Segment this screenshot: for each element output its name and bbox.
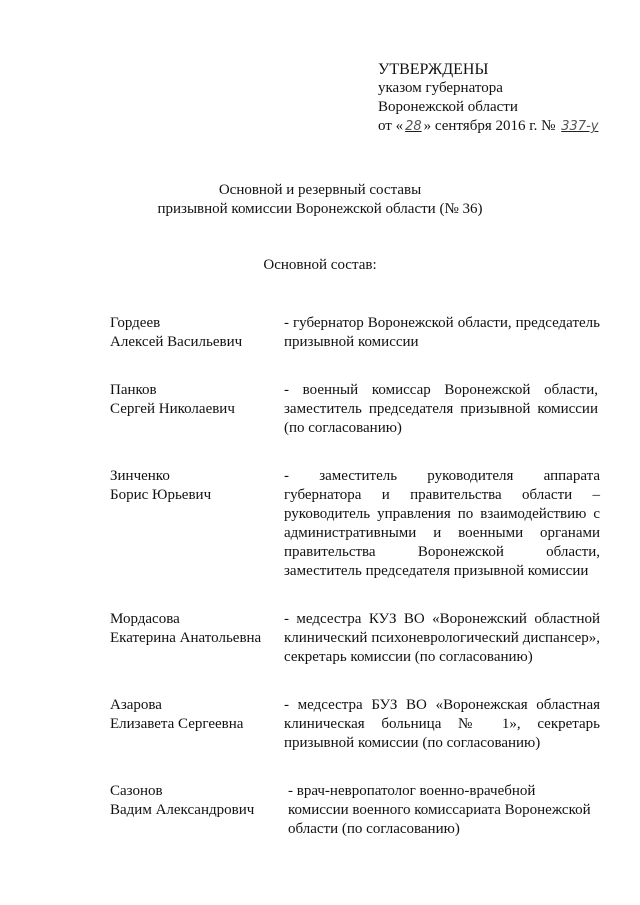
member-role: - военный комиссар Воронежской области, заместитель председателя призывной комиссии (по согласованию) — [284, 382, 598, 436]
member-given-name: Сергей Николаевич — [110, 401, 235, 417]
member-role: - врач-невропатолог военно-врачебной комиссии военного комиссариата Воронежской области (по согласованию) — [288, 783, 591, 837]
member-role: - медсестра БУЗ ВО «Воронежская областная клиническая больница № 1», секретарь призывной комиссии (по согласованию) — [284, 697, 600, 751]
member-surname: Сазонов — [110, 783, 163, 799]
member-surname: Мордасова — [110, 611, 180, 627]
approval-date — [378, 117, 628, 136]
member-surname: Панков — [110, 382, 157, 398]
member-row — [110, 696, 600, 753]
approval-region: Воронежской области — [378, 99, 518, 115]
member-row — [110, 782, 600, 839]
member-name — [110, 381, 284, 438]
date-prefix: от « — [378, 118, 404, 134]
member-name — [110, 782, 284, 839]
member-name — [110, 467, 284, 581]
member-row — [110, 314, 600, 352]
member-role: - медсестра КУЗ ВО «Воронежский областной клинический психоневрологический диспансер», секретарь комиссии (по согласованию) — [284, 611, 600, 665]
member-given-name: Екатерина Анатольевна — [110, 630, 262, 646]
approval-issuer: указом губернатора — [378, 80, 503, 96]
member-role: - губернатор Воронежской области, председатель призывной комиссии — [284, 315, 600, 350]
title-line-1: Основной и резервный составы — [218, 182, 422, 198]
member-row — [110, 610, 600, 667]
document-title — [0, 181, 640, 219]
handwritten-day: 28 — [405, 119, 422, 134]
title-line-2: призывной комиссии Воронежской области (№ 36) — [157, 201, 483, 217]
member-given-name: Борис Юрьевич — [110, 487, 212, 503]
member-surname: Зинченко — [110, 468, 170, 484]
member-given-name: Елизавета Сергеевна — [110, 716, 244, 732]
approval-block — [378, 60, 628, 136]
member-given-name: Вадим Александрович — [110, 802, 255, 818]
member-name — [110, 610, 284, 667]
handwritten-number: 337-у — [561, 119, 599, 134]
members-list — [110, 314, 600, 868]
member-row — [110, 467, 600, 581]
section-title: Основной состав: — [263, 257, 377, 273]
member-name — [110, 696, 284, 753]
member-role: - заместитель руководителя аппарата губернатора и правительства области – руководитель управления по взаимодействию с административными и военными органами правительства Воронежской области, заместитель председателя призывной комиссии — [284, 468, 600, 579]
approval-heading: УТВЕРЖДЕНЫ — [378, 61, 489, 78]
member-row — [110, 381, 600, 438]
member-name — [110, 314, 284, 352]
member-surname: Гордеев — [110, 315, 161, 331]
date-middle: » сентября 2016 г. № — [423, 118, 556, 134]
member-given-name: Алексей Васильевич — [110, 334, 243, 350]
member-surname: Азарова — [110, 697, 162, 713]
